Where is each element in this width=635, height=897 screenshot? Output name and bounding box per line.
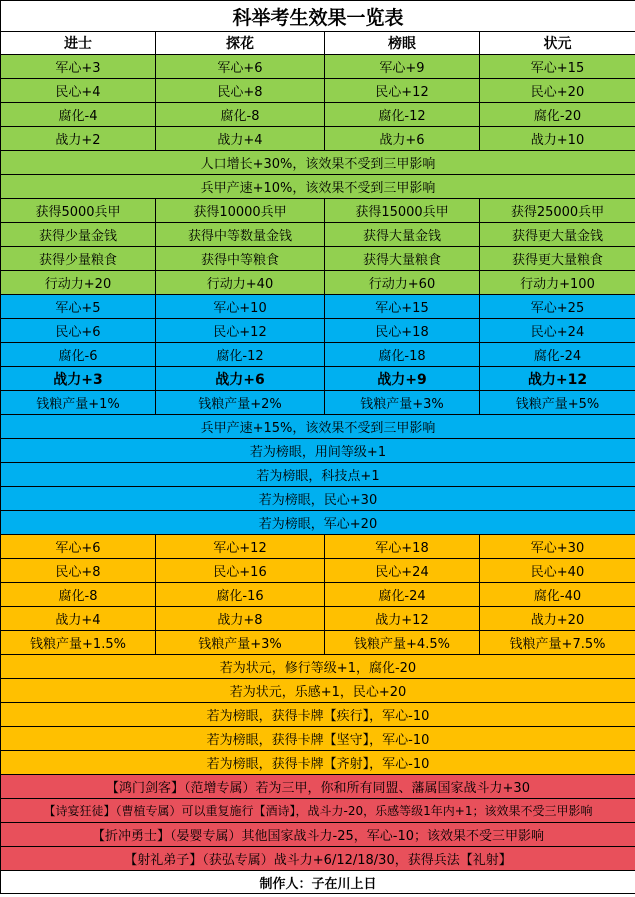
span-cell: 若为状元，修行等级+1，腐化-20: [1, 655, 635, 679]
table-cell: 民心+18: [325, 319, 480, 343]
table-row: [1, 655, 635, 679]
table-cell: 战力+10: [480, 127, 635, 151]
table-row: [1, 847, 635, 871]
table-cell: 民心+40: [480, 559, 635, 583]
table-cell: 腐化-20: [480, 103, 635, 127]
table-cell: 战力+9: [325, 367, 480, 391]
table-cell: 钱粮产量+4.5%: [325, 631, 480, 655]
table-cell: 民心+24: [325, 559, 480, 583]
table-row: [1, 271, 635, 295]
table-row: [1, 199, 635, 223]
table-row: [1, 751, 635, 775]
span-cell: 若为榜眼，用间等级+1: [1, 439, 635, 463]
table-row: [1, 295, 635, 319]
table-cell: 民心+8: [156, 79, 325, 103]
span-cell: 【诗宴狂徒】（曹植专属）可以重复施行【酒诗】，战斗力-20，乐感等级1年内+1；该效果不受三甲影响: [1, 799, 635, 823]
span-cell: 【射礼弟子】（获弘专属）战斗力+6/12/18/30，获得兵法【礼射】: [1, 847, 635, 871]
span-cell: 人口增长+30%，该效果不受到三甲影响: [1, 151, 635, 175]
table-row: [1, 511, 635, 535]
table-cell: 军心+12: [156, 535, 325, 559]
table-cell: 钱粮产量+1.5%: [1, 631, 156, 655]
span-cell: 若为榜眼，获得卡牌【坚守】，军心-10: [1, 727, 635, 751]
span-cell: 若为榜眼，民心+30: [1, 487, 635, 511]
table-cell: 腐化-8: [1, 583, 156, 607]
span-cell: 若为榜眼，获得卡牌【疾行】，军心-10: [1, 703, 635, 727]
table-cell: 行动力+100: [480, 271, 635, 295]
table-cell: 腐化-40: [480, 583, 635, 607]
table-cell: 获得25000兵甲: [480, 199, 635, 223]
table-cell: 战力+20: [480, 607, 635, 631]
table-cell: 行动力+20: [1, 271, 156, 295]
table-cell: 民心+16: [156, 559, 325, 583]
table-cell: 钱粮产量+1%: [1, 391, 156, 415]
table-row: [1, 535, 635, 559]
header-tanhua: 探花: [156, 32, 325, 55]
table-cell: 腐化-12: [156, 343, 325, 367]
table-row: [1, 127, 635, 151]
header-row: [1, 32, 635, 55]
table-row: [1, 223, 635, 247]
footer-row: [1, 871, 635, 894]
span-cell: 兵甲产速+10%，该效果不受到三甲影响: [1, 175, 635, 199]
table-row: [1, 103, 635, 127]
table-cell: 军心+15: [325, 295, 480, 319]
table-cell: 腐化-16: [156, 583, 325, 607]
table-cell: 获得5000兵甲: [1, 199, 156, 223]
table-row: [1, 583, 635, 607]
span-cell: 【折冲勇士】（晏婴专属）其他国家战斗力-25，军心-10；该效果不受三甲影响: [1, 823, 635, 847]
table-cell: 获得10000兵甲: [156, 199, 325, 223]
table-row: [1, 463, 635, 487]
table-row: [1, 151, 635, 175]
table-cell: 军心+9: [325, 55, 480, 79]
table-title: 科举考生效果一览表: [1, 1, 635, 32]
table-row: [1, 727, 635, 751]
header-zhuangyuan: 状元: [480, 32, 635, 55]
table-cell: 军心+10: [156, 295, 325, 319]
table-row: [1, 559, 635, 583]
table-cell: 军心+5: [1, 295, 156, 319]
table-cell: 民心+6: [1, 319, 156, 343]
table-cell: 战力+12: [325, 607, 480, 631]
table-cell: 腐化-12: [325, 103, 480, 127]
author-credit: 制作人：子在川上日: [1, 871, 635, 894]
table-cell: 腐化-24: [480, 343, 635, 367]
table-cell: 获得更大量金钱: [480, 223, 635, 247]
table-row: [1, 799, 635, 823]
table-row: [1, 415, 635, 439]
table-row: [1, 823, 635, 847]
table-cell: 民心+4: [1, 79, 156, 103]
table-cell: 战力+2: [1, 127, 156, 151]
table-cell: 获得中等数量金钱: [156, 223, 325, 247]
table-cell: 军心+6: [1, 535, 156, 559]
table-cell: 获得中等粮食: [156, 247, 325, 271]
table-row: [1, 55, 635, 79]
table-cell: 钱粮产量+7.5%: [480, 631, 635, 655]
table-cell: 战力+8: [156, 607, 325, 631]
table-cell: 民心+24: [480, 319, 635, 343]
table-cell: 民心+8: [1, 559, 156, 583]
table-cell: 获得少量金钱: [1, 223, 156, 247]
table-cell: 民心+20: [480, 79, 635, 103]
table-row: [1, 775, 635, 799]
table-row: [1, 247, 635, 271]
table-cell: 战力+4: [1, 607, 156, 631]
header-bangyan: 榜眼: [325, 32, 480, 55]
table-row: [1, 343, 635, 367]
table-row: [1, 175, 635, 199]
table-cell: 军心+25: [480, 295, 635, 319]
table-cell: 腐化-8: [156, 103, 325, 127]
table-cell: 钱粮产量+3%: [156, 631, 325, 655]
table-cell: 军心+18: [325, 535, 480, 559]
table-cell: 获得更大量粮食: [480, 247, 635, 271]
table-row: [1, 631, 635, 655]
table-row: [1, 79, 635, 103]
table-row: [1, 439, 635, 463]
span-cell: 若为榜眼，科技点+1: [1, 463, 635, 487]
table-cell: 战力+6: [325, 127, 480, 151]
table-row: [1, 367, 635, 391]
table-row: [1, 607, 635, 631]
table-cell: 战力+6: [156, 367, 325, 391]
table-cell: 军心+3: [1, 55, 156, 79]
table-cell: 民心+12: [325, 79, 480, 103]
table-cell: 战力+12: [480, 367, 635, 391]
table-row: [1, 391, 635, 415]
table-row: [1, 679, 635, 703]
table-cell: 战力+3: [1, 367, 156, 391]
span-cell: 兵甲产速+15%，该效果不受到三甲影响: [1, 415, 635, 439]
table-cell: 钱粮产量+2%: [156, 391, 325, 415]
table-cell: 军心+6: [156, 55, 325, 79]
table-cell: 行动力+40: [156, 271, 325, 295]
table-cell: 获得少量粮食: [1, 247, 156, 271]
span-cell: 【鸿门剑客】（范增专属）若为三甲，你和所有同盟、藩属国家战斗力+30: [1, 775, 635, 799]
table-cell: 钱粮产量+5%: [480, 391, 635, 415]
table-cell: 钱粮产量+3%: [325, 391, 480, 415]
table-cell: 获得15000兵甲: [325, 199, 480, 223]
table-cell: 民心+12: [156, 319, 325, 343]
header-jinshi: 进士: [1, 32, 156, 55]
table-cell: 军心+15: [480, 55, 635, 79]
title-row: [1, 1, 635, 32]
table-cell: 军心+30: [480, 535, 635, 559]
table-cell: 腐化-18: [325, 343, 480, 367]
table-row: [1, 703, 635, 727]
table-cell: 腐化-4: [1, 103, 156, 127]
table-cell: 获得大量粮食: [325, 247, 480, 271]
table-cell: 行动力+60: [325, 271, 480, 295]
table-row: [1, 487, 635, 511]
table-cell: 战力+4: [156, 127, 325, 151]
table-cell: 腐化-6: [1, 343, 156, 367]
table-cell: 获得大量金钱: [325, 223, 480, 247]
table-cell: 腐化-24: [325, 583, 480, 607]
span-cell: 若为状元，乐感+1，民心+20: [1, 679, 635, 703]
span-cell: 若为榜眼，军心+20: [1, 511, 635, 535]
span-cell: 若为榜眼，获得卡牌【齐射】，军心-10: [1, 751, 635, 775]
table-row: [1, 319, 635, 343]
